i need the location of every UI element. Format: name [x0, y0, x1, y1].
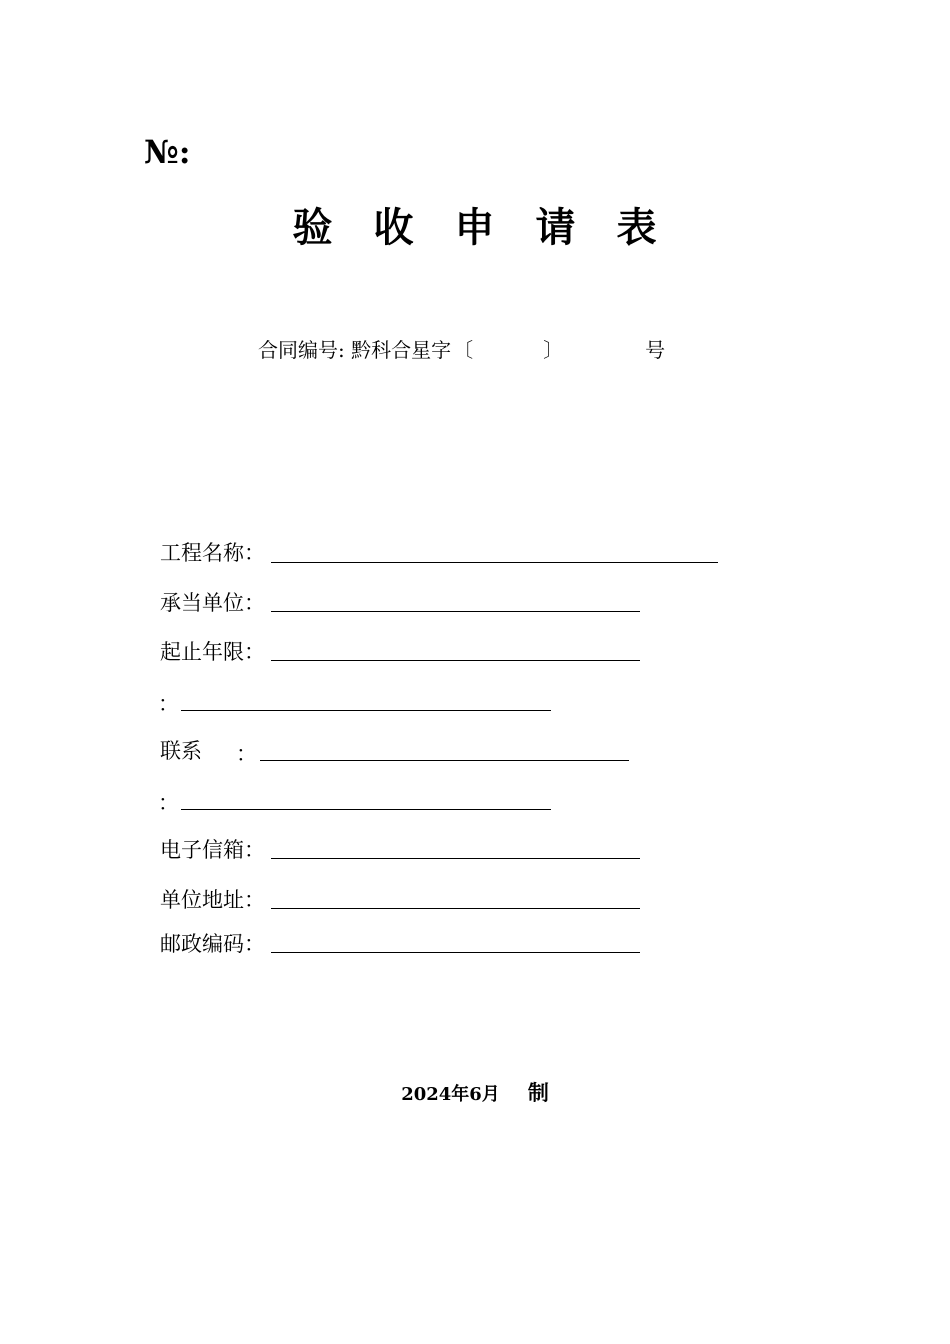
undertaking-unit-field[interactable] — [271, 611, 640, 612]
title-char: 请 — [535, 204, 577, 251]
address-field[interactable] — [271, 908, 640, 909]
contact-field[interactable] — [260, 760, 629, 761]
email-label: 电子信箱： — [160, 838, 265, 862]
contract-prefix: 黔科合星字 — [351, 338, 452, 362]
address-label: 单位地址： — [160, 888, 265, 912]
page-title — [0, 200, 950, 256]
contract-suffix: 号 — [645, 338, 666, 362]
document-number-label: №: — [144, 133, 191, 171]
unnamed-colon-label: ： — [158, 791, 179, 815]
bracket-close: 〕 — [543, 338, 564, 362]
project-name-label: 工程名称： — [160, 541, 265, 565]
title-char: 验 — [292, 204, 334, 251]
unnamed-field-1[interactable] — [181, 710, 551, 711]
made-label: 制 — [527, 1080, 549, 1105]
unnamed-field-2[interactable] — [181, 809, 551, 810]
period-label: 起止年限： — [160, 640, 265, 664]
issue-date-line — [0, 1078, 950, 1110]
issue-date: 2024年6月 — [401, 1084, 500, 1105]
project-name-field[interactable] — [271, 562, 718, 563]
undertaking-unit-label: 承当单位： — [160, 591, 265, 615]
postal-code-label: 邮政编码： — [160, 932, 265, 956]
title-char: 申 — [454, 204, 496, 251]
title-char: 表 — [616, 204, 658, 251]
bracket-open: 〔 — [453, 338, 474, 362]
title-char: 收 — [373, 204, 415, 251]
contract-number-line — [258, 336, 665, 364]
email-field[interactable] — [271, 858, 640, 859]
postal-code-field[interactable] — [271, 952, 640, 953]
unnamed-colon-label: ： — [158, 692, 179, 716]
contact-label: 联系 — [160, 739, 202, 763]
contract-label: 合同编号: — [258, 338, 345, 362]
contact-colon: ： — [236, 742, 257, 766]
period-field[interactable] — [271, 660, 640, 661]
